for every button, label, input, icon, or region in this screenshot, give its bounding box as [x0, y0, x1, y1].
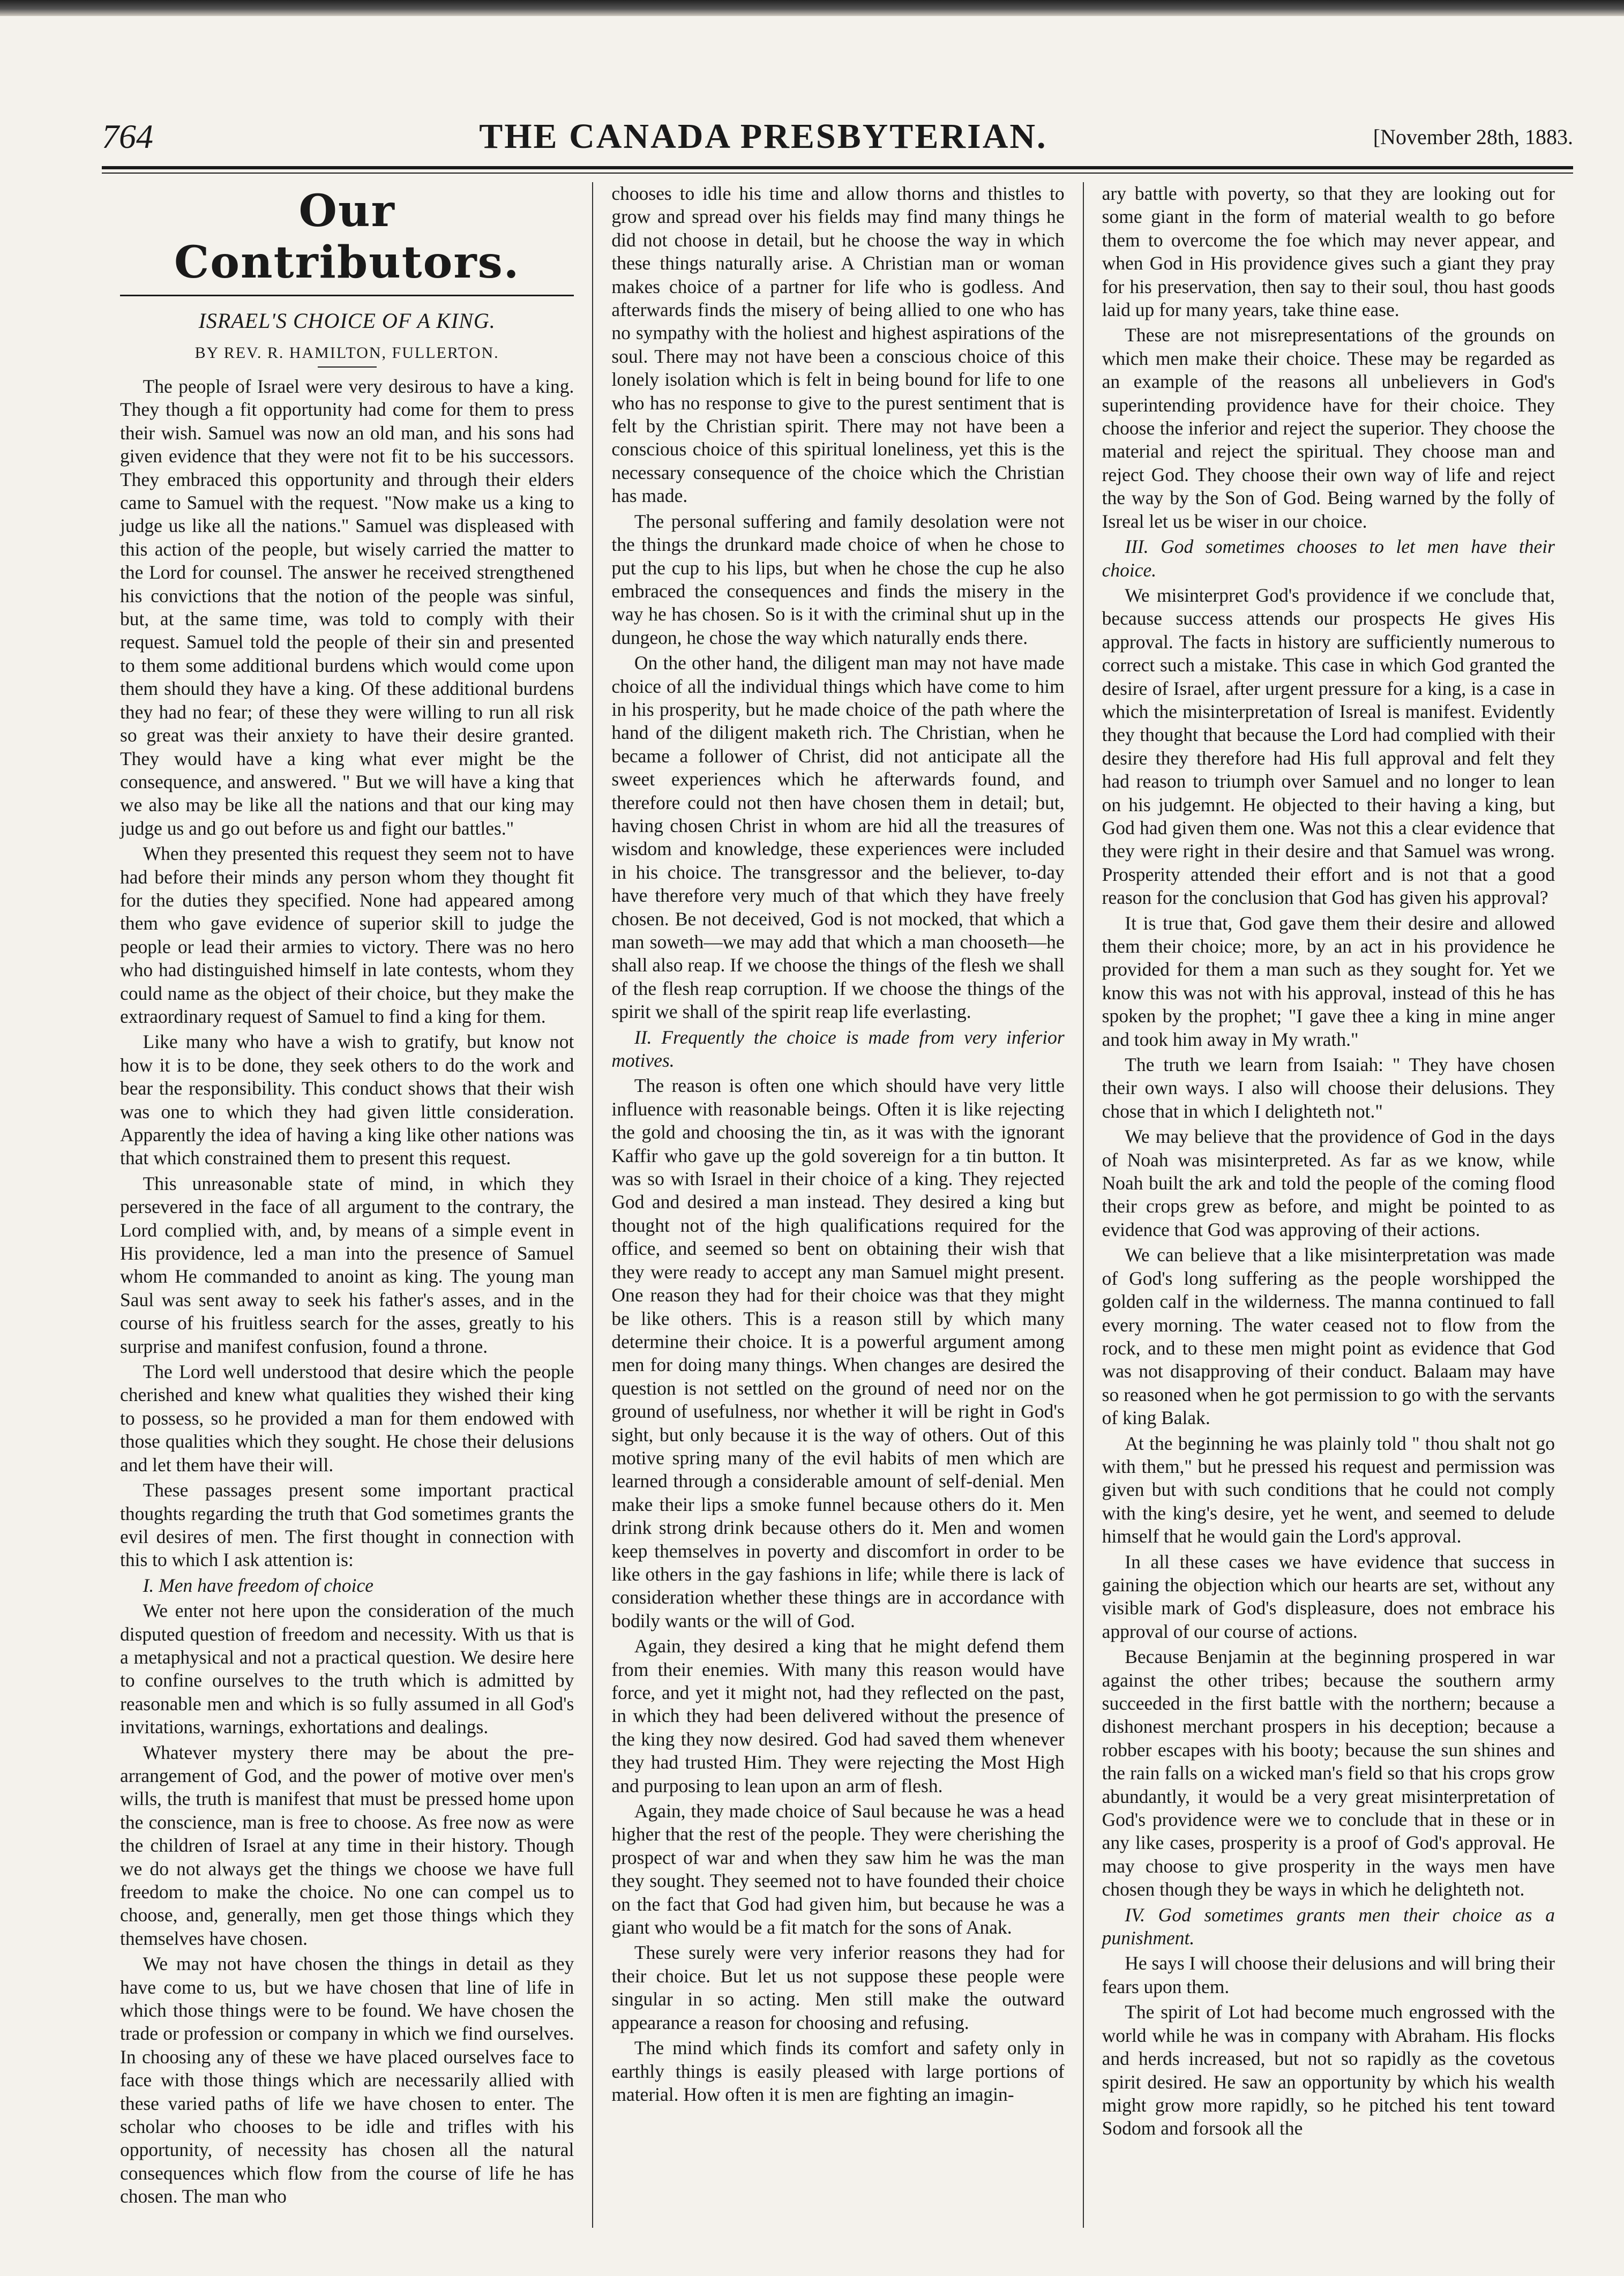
- paragraph: ary battle with poverty, so that they are looking out for some giant in the form of material wealth to go before them to overcome the foe which may never appear, and when God in His providence gives such a giant they pray for his preservation, then say to their soul, thou hast goods laid up for many years, take thine ease.: [1102, 183, 1555, 321]
- section-rule: [120, 295, 574, 296]
- text-columns: [102, 182, 1573, 2228]
- paragraph: The spirit of Lot had become much engrossed with the world while he was in company with Abraham. His flocks and herds increased, but not so rapidly as the covetous spirit desired. He saw an opportunity by which his wealth might grow more rapidly, so he pitched his tent toward Sodom and forsook all the: [1102, 2001, 1555, 2139]
- paragraph: It is true that, God gave them their desire and allowed them their choice; more, by an act in his providence he provided for them a man such as they sought for. Yet we know this was not with his approval, instead of this he has spoken by the prophet; "I gave thee a king in mine anger and took him away in My wrath.": [1102, 912, 1555, 1050]
- paragraph: We can believe that a like misinterpretation was made of God's long suffering as the people worshipped the golden calf in the wilderness. The manna continued to fall every morning. The water ceased not to flow from the rock, and to these men might point as evidence that God was not disapproving of their conduct. Balaam may have so reasoned when he got permission to go with the servants of king Balak.: [1102, 1244, 1555, 1429]
- paragraph: The personal suffering and family desolation were not the things the drunkard made choice of when he chose to put the cup to his lips, but when he chose the cup he also embraced the consequences and finds the misery in the way he has chosen. So is it with the criminal shut up in the dungeon, he chose the way which naturally ends there.: [611, 510, 1065, 648]
- paragraph: Again, they made choice of Saul because he was a head higher that the rest of the people. They were cherishing the prospect of war and when they saw him he was the man they sought. They seemed not to have founded their choice on the fact that God had given him, but because he was a giant who would be a fit match for the sons of Anak.: [611, 1800, 1065, 1938]
- paragraph: At the beginning he was plainly told " thou shalt not go with them," but he pressed his request and permission was given but with such conditions that he could not comply with the king's desire, yet he went, and seemed to delude himself that he would gain the Lord's approval.: [1102, 1432, 1555, 1547]
- paragraph: He says I will choose their delusions and will bring their fears upon them.: [1102, 1952, 1555, 1997]
- section-heading: Our Contributors.: [174, 185, 520, 288]
- paragraph: On the other hand, the diligent man may not have made choice of all the individual things which have come to him in his prosperity, but he made choice of the path where the hand of the diligent maketh rich. The Christian, when he became a follower of Christ, did not anticipate all the sweet experiences which he afterwards found, and therefore could not then have chosen them in detail; but, having chosen Christ in whom are hid all the treasures of wisdom and knowledge, these experiences were included in his choice. The transgressor and the believer, to-day have therefore very much of that which they have freely chosen. Be not deceived, God is not mocked, that which a man soweth—we may add that which a man chooseth—he shall also reap. If we choose the things of the flesh we shall of the flesh reap corruption. If we choose the things of the spirit we shall of the spirit reap life everlasting.: [611, 652, 1065, 1023]
- paragraph: We misinterpret God's providence if we conclude that, because success attends our prospects He gives His approval. The facts in history are sufficiently numerous to correct such a mistake. This case in which God granted the desire of Israel, after urgent pressure for a king, is a case in which the misinterpretation of Isreal is manifest. Evidently they thought that because the Lord had complied with their desire they therefore had His full approval and felt they had reason to triumph over Samuel and no longer to lean on his judgemnt. He objected to their having a king, but God had given them one. Was not this a clear evidence that they were right in their desire and that Samuel was wrong. Prosperity attended their effort and is not that a good reason for the conclusion that God has given his approval?: [1102, 584, 1555, 909]
- header-rule: [102, 166, 1573, 169]
- paragraph: These passages present some important practical thoughts regarding the truth that God sometimes grants the evil desires of men. The first thought in connection with this to which I ask attention is:: [120, 1479, 574, 1571]
- paragraph: The reason is often one which should have very little influence with reasonable beings. Often it is like rejecting the gold and choosing the tin, as it was with the ignorant Kaffir who gave up the gold sovereign for a tin button. It was so with Israel in their choice of a king. They rejected God and desired a man instead. They desired a king but thought not of the high qualifications required for the office, and seemed so bent on obtaining their wish that they were ready to accept any man Samuel might present. One reason they had for their choice was that they might be like others. This is a reason still by which many determine their choice. It is a powerful argument among men for doing many things. When changes are desired the question is not settled on the ground of need nor on the ground of usefulness, nor whether it will be right in God's sight, but only because it is the way of others. Out of this motive spring many of the evil habits of men which are learned through a considerable amount of self-denial. Men make their lips a smoke funnel because others do it. Men drink strong drink because others do it. Men and women keep themselves in poverty and discomfort in order to be like others in the gay fashions in life; while there is lack of consideration whether these things are in accordance with bodily wants or the will of God.: [611, 1075, 1065, 1631]
- paragraph: Because Benjamin at the beginning prospered in war against the other tribes; because the southern army succeeded in the first battle with the northern; because a dishonest merchant prospers in his deception; because a robber escapes with his booty; because the sun shines and the rain falls on a wicked man's field so that his crops grow abundantly, it would be a very great misinterpretation of God's providence were we to conclude that in these or in any like cases, prosperity is a proof of God's approval. He may choose to give prosperity in the ways men have chosen though they be ways in which he delighteth not.: [1102, 1646, 1555, 1900]
- byline: BY REV. R. HAMILTON, FULLERTON.: [194, 344, 499, 362]
- scan-edge: [0, 0, 1624, 16]
- paragraph: chooses to idle his time and allow thorns and thistles to grow and spread over his fields may find many things he did not choose in detail, but he choose the way in which these things naturally arise. A Christian man or woman makes choice of a partner for life who is godless. And afterwards finds the misery of being allied to one who has no sympathy with the holiest and highest aspirations of the soul. There may not have been a conscious choice of this lonely isolation which is felt in being bound for life to one who has no response to give to the purest sentiment that is felt by the Christian spirit. There may not have been a conscious choice of this spiritual loneliness, yet this is the necessary consequence of the choice which the Christian has made.: [611, 183, 1065, 507]
- column-3-body: [1102, 182, 1555, 2140]
- paragraph: The truth we learn from Isaiah: " They have chosen their own ways. I also will choose their delusions. They chose that in which I delighteth not.": [1102, 1054, 1555, 1122]
- paragraph: The mind which finds its comfort and safety only in earthly things is easily pleased with large portions of material. How often it is men are fighting an imagin-: [611, 2037, 1065, 2105]
- paragraph: IV. God sometimes grants men their choice as a punishment.: [1102, 1904, 1555, 1949]
- paragraph: These are not misrepresentations of the grounds on which men make their choice. These may be regarded as an example of the reasons all unbelievers in God's superintending providence have for their choice. They choose the inferior and reject the superior. They choose the material and reject the spiritual. They choose man and reject God. They choose their own way of life and reject the way by the Son of God. Being warned by the folly of Isreal let us be wiser in our choice.: [1102, 324, 1555, 532]
- issue-date: [November 28th, 1883.: [1373, 124, 1573, 149]
- byline-rule: [318, 366, 377, 368]
- column-2-body: [611, 182, 1064, 2106]
- page-header: [102, 110, 1573, 163]
- paragraph: The Lord well understood that desire which the people cherished and knew what qualities they wished their king to possess, so he provided a man for them endowed with those qualities which they sought. He chose their delusions and let them have their will.: [120, 1361, 574, 1476]
- newspaper-title: THE CANADA PRESBYTERIAN.: [479, 117, 1047, 156]
- paragraph: Like many who have a wish to gratify, but know not how it is to be done, they seek others to do the work and bear the responsibility. This conduct shows that their wish was one to which they had given little consideration. Apparently the idea of having a king like other nations was that which constrained them to present this request.: [120, 1031, 574, 1169]
- paragraph: We may believe that the providence of God in the days of Noah was misinterpreted. As far as we know, while Noah built the ark and told the people of the coming flood their crops grew as before, and might be pointed to as evidence that God was approving of their actions.: [1102, 1126, 1555, 1240]
- paragraph: II. Frequently the choice is made from very inferior motives.: [611, 1026, 1065, 1072]
- paragraph: Whatever mystery there may be about the pre-arrangement of God, and the power of motive over men's wills, the truth is manifest that must be pressed home upon the conscience, man is free to choose. As free now as were the children of Israel at any time in their history. Though we do not always get the things we choose we have full freedom to make the choice. No one can compel us to choose, and, generally, men get those things which they themselves have chosen.: [120, 1741, 574, 1949]
- paragraph: Again, they desired a king that he might defend them from their enemies. With many this reason would have force, and yet it might not, had they reflected on the past, in which they had been delivered without the presence of the king they now desired. God had saved them whenever they had trusted Him. They were rejecting the Most High and purposing to lean upon an arm of flesh.: [611, 1635, 1065, 1796]
- column-2: [592, 182, 1082, 2228]
- header-rule-thin: [102, 173, 1573, 174]
- paragraph: When they presented this request they seem not to have had before their minds any person whom they thought fit for the duties they specified. None had appeared among them who gave evidence of superior skill to judge the people or lead their armies to victory. There was no hero who had distinguished himself in late contests, whom they could name as the object of their choice, but they make the extraordinary request of Samuel to find a king for them.: [120, 843, 574, 1027]
- page-number: 764: [102, 117, 153, 155]
- paragraph: We may not have chosen the things in detail as they have come to us, but we have chosen that line of life in which those things were to be found. We have chosen the trade or profession or company in which we find ourselves. In choosing any of these we have placed ourselves face to face with those things which are necessarily allied with these varied paths of life we have chosen to enter. The scholar who chooses to be idle and trifles with his opportunity, of necessity has chosen all the natural consequences which flow from the course of life he has chosen. The man who: [120, 1953, 574, 2207]
- paragraph: The people of Israel were very desirous to have a king. They though a fit opportunity had come for them to press their wish. Samuel was now an old man, and his sons had given evidence that they were not fit to be his successors. They embraced this opportunity and through their elders came to Samuel with the request. "Now make us a king to judge us like all the nations." Samuel was displeased with this action of the people, but wisely carried the matter to the Lord for counsel. The answer he received strengthened his convictions that the notion of the people was sinful, but, at the same time, was told to comply with their request. Samuel told the people of their sin and presented to them some additional burdens which would come upon them should they have a king. Of these additional burdens they had no fear; of these they were willing to run all risk so great was their anxiety to have their desire granted. They would have a king what ever might be the consequence, and answered. " But we will have a king that we also may be like all the nations and that our king may judge us and go out before us and fight our battles.": [120, 376, 574, 839]
- paragraph: I. Men have freedom of choice: [143, 1574, 374, 1596]
- paragraph: In all these cases we have evidence that success in gaining the objection which our hearts are set, without any visible mark of God's displeasure, does not embrace his approval of our course of actions.: [1102, 1551, 1555, 1642]
- article-title: ISRAEL'S CHOICE OF A KING.: [198, 309, 496, 333]
- column-3: [1083, 182, 1573, 2228]
- paragraph: This unreasonable state of mind, in which they persevered in the face of all argument to the contrary, the Lord complied with, and, by means of a simple event in His providence, led a man into the presence of Samuel whom He commanded to anoint as king. The young man Saul was sent away to seek his father's asses, and in the course of his fruitless search for the asses, greatly to his surprise and manifest confusion, found a throne.: [120, 1172, 574, 1357]
- paragraph: We enter not here upon the consideration of the much disputed question of freedom and necessity. With us that is a metaphysical and not a practical question. We desire here to confine ourselves to the truth which is admitted by reasonable men and which is so fully assumed in all God's invitations, warnings, exhortations and dealings.: [120, 1600, 574, 1738]
- column-1: [102, 182, 592, 2228]
- paragraph: III. God sometimes chooses to let men have their choice.: [1102, 536, 1555, 581]
- paragraph: These surely were very inferior reasons they had for their choice. But let us not suppose these people were singular in so acting. Men still make the outward appearance a reason for choosing and refusing.: [611, 1942, 1065, 2033]
- column-1-body: [120, 375, 574, 2208]
